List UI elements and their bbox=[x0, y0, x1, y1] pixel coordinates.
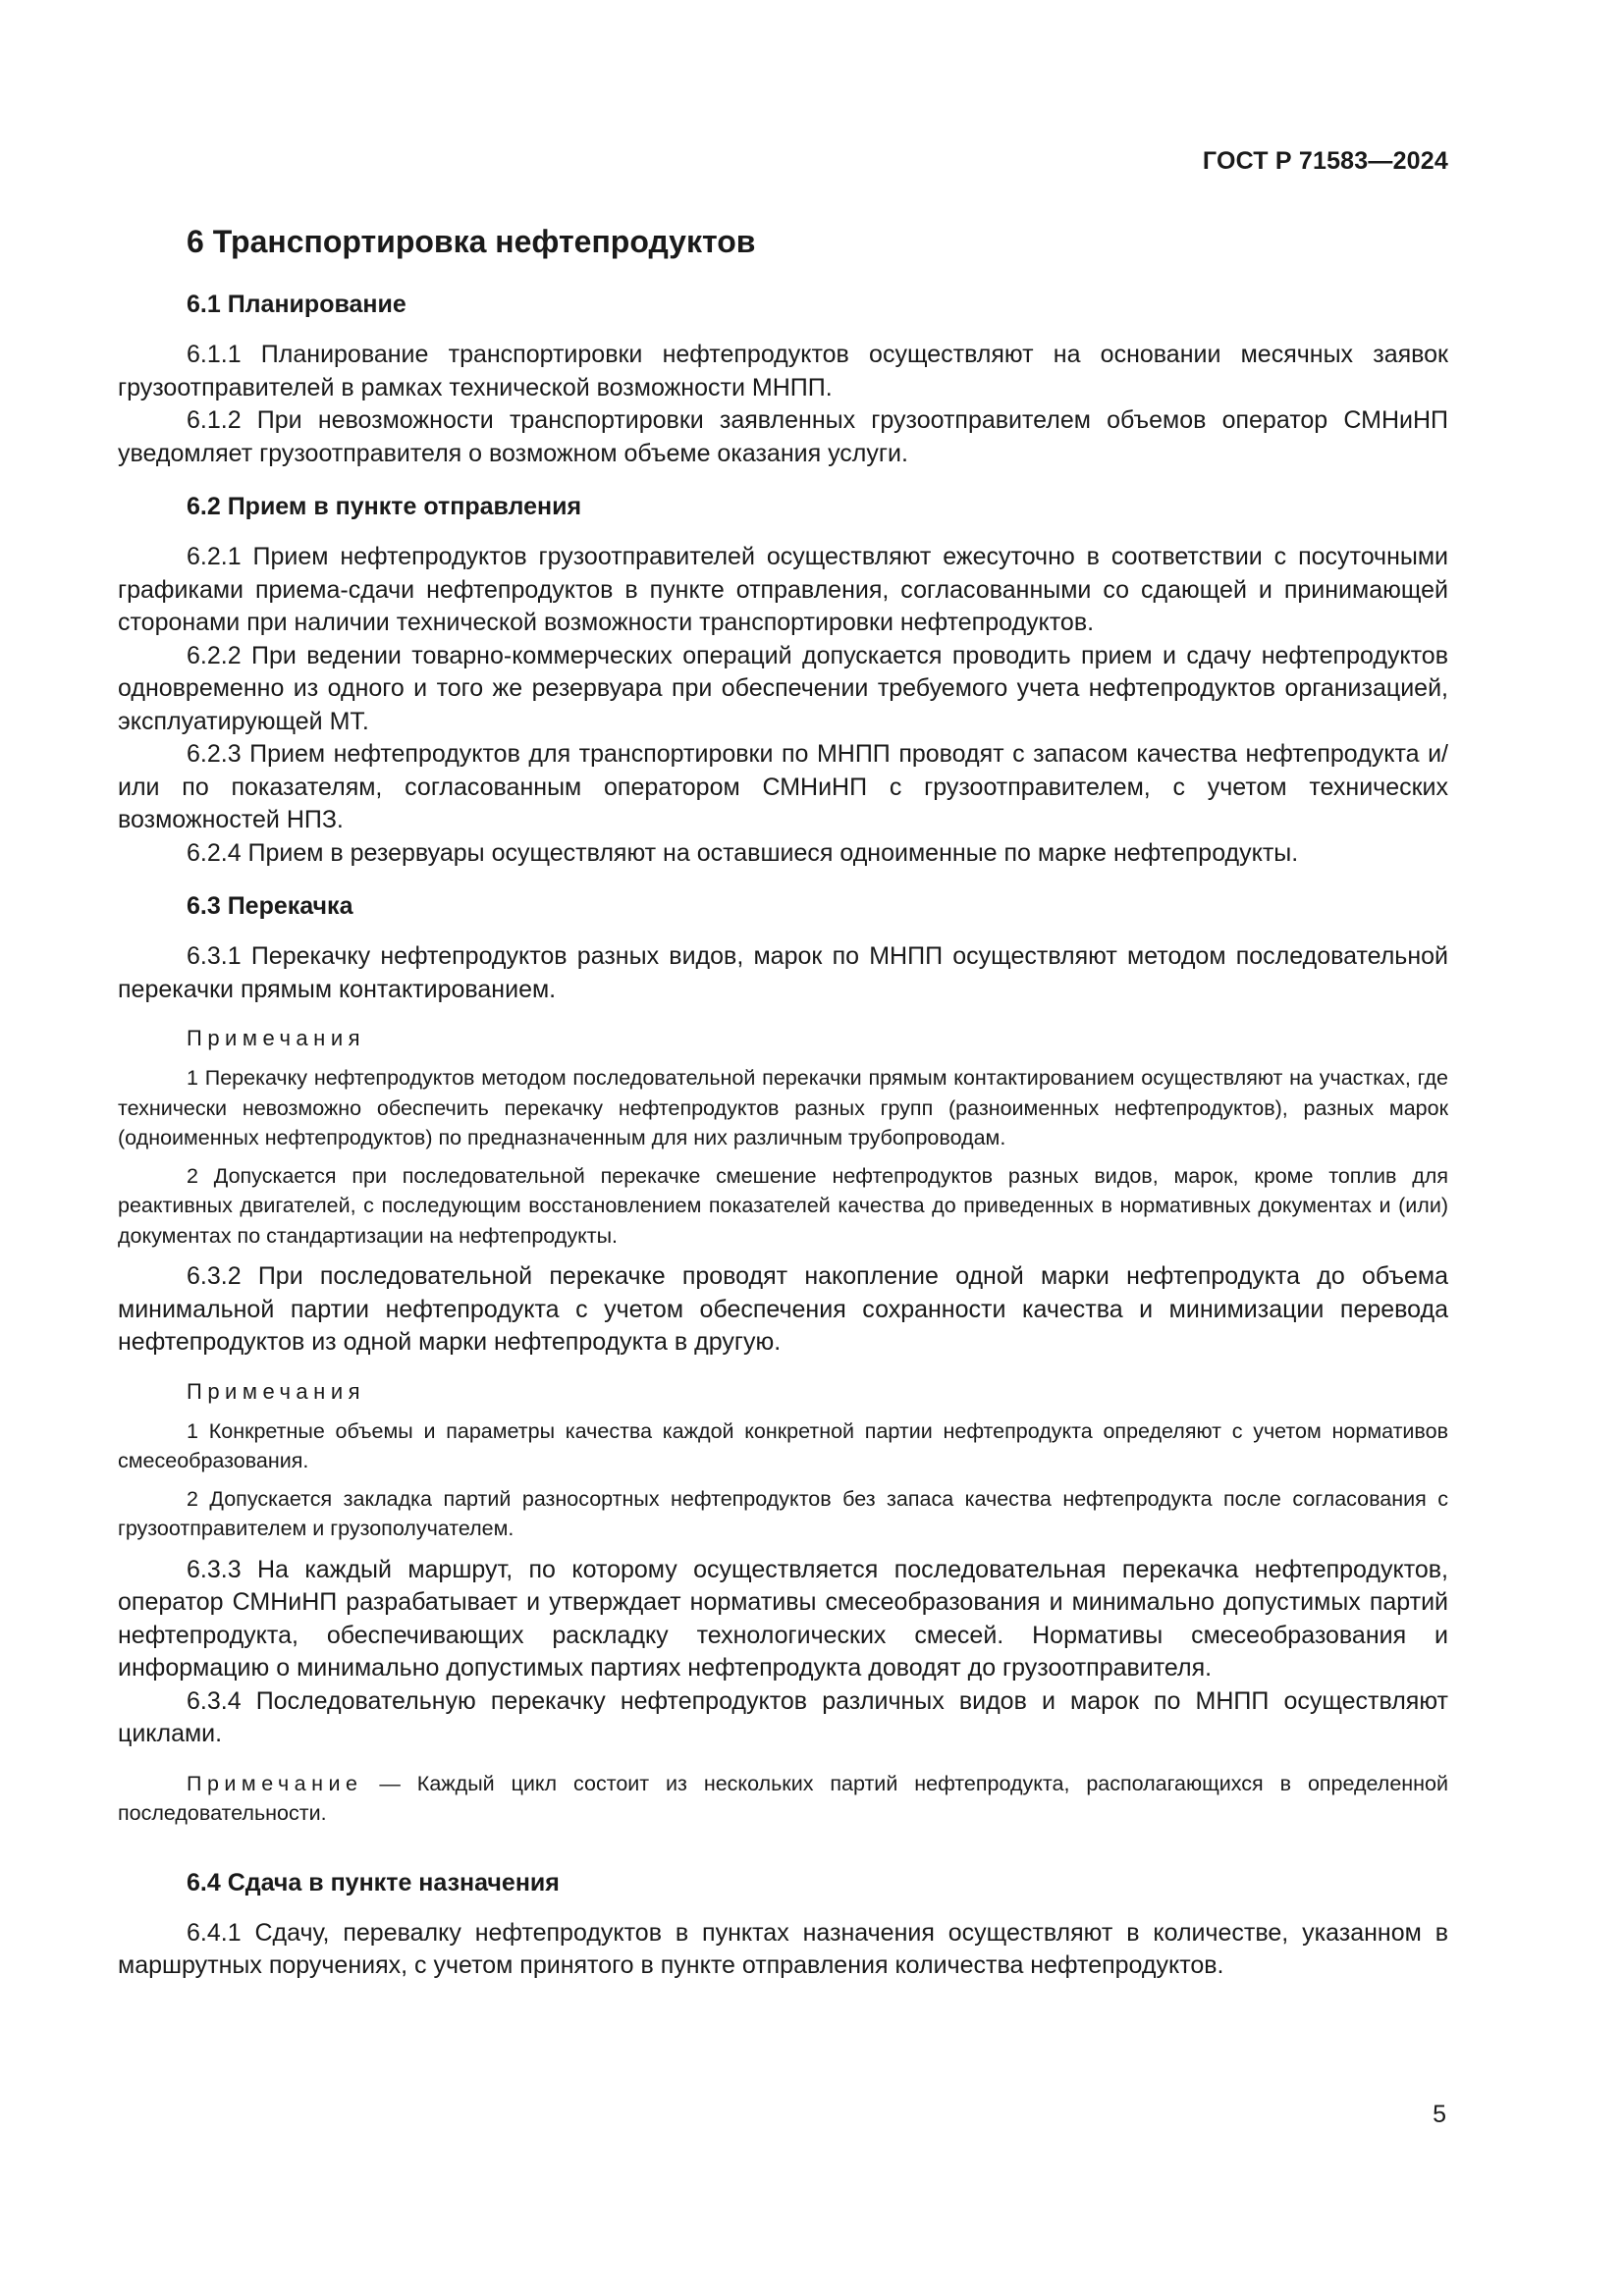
paragraph-6-3-3: 6.3.3 На каждый маршрут, по которому осуществляется последовательная перекачка нефтепродуктов, оператор СМНиНП разрабатывает и утверждает нормативы смесеобразования и минимально допустимых партий нефтепродукта, обеспечивающих раскладку технологических смесей. Нормативы смесеобразования и информацию о минимально допустимых партиях нефтепродукта доводят до грузоотправителя. bbox=[118, 1555, 1448, 1682]
page-content bbox=[118, 222, 1448, 1983]
single-note bbox=[118, 1769, 1448, 1829]
subsection-title-6-1: 6.1 Планирование bbox=[187, 291, 406, 318]
page-number: 5 bbox=[1433, 2101, 1446, 2128]
paragraph-6-2-2: 6.2.2 При ведении товарно-коммерческих операций допускается проводить прием и сдачу нефтепродуктов одновременно из одного и того же резервуара при обеспечении требуемого учета нефтепродуктов организацией, эксплуатирующей МТ. bbox=[118, 641, 1448, 735]
note-label: Примечание bbox=[187, 1771, 363, 1795]
paragraph-6-2-4: 6.2.4 Прием в резервуары осуществляют на оставшиеся одноименные по марке нефтепродукты. bbox=[187, 838, 1299, 867]
paragraph-6-2-3: 6.2.3 Прием нефтепродуктов для транспортировки по МНПП проводят с запасом качества нефтепродукта и/или по показателям, согласованным оператором СМНиНП с грузоотправителем, с учетом технических возможностей НПЗ. bbox=[118, 740, 1448, 833]
note-item: 2 Допускается при последовательной перекачке смешение нефтепродуктов разных видов, марок, кроме топлив для реактивных двигателей, с последующим восстановлением показателей качества до приведенных в нормативных документах и (или) документах по стандартизации на нефтепродукты. bbox=[118, 1163, 1448, 1248]
subsection-title-6-3: 6.3 Перекачка bbox=[187, 892, 353, 920]
notes-label: Примечания bbox=[187, 1378, 366, 1404]
paragraph-6-3-4: 6.3.4 Последовательную перекачку нефтепродуктов различных видов и марок по МНПП осуществляют циклами. bbox=[118, 1686, 1448, 1747]
paragraph-6-4-1: 6.4.1 Сдачу, перевалку нефтепродуктов в пунктах назначения осуществляют в количестве, указанном в маршрутных поручениях, с учетом принятого в пункте отправления количества нефтепродуктов. bbox=[118, 1918, 1448, 1979]
note-item: 1 Перекачку нефтепродуктов методом последовательной перекачки прямым контактированием осуществляют на участках, где технически невозможно обеспечить перекачку нефтепродуктов разных групп (разноименных нефтепродуктов), разных марок (одноименных нефтепродуктов) по предназначенным для них различным трубопроводам. bbox=[118, 1066, 1448, 1149]
note-item: 2 Допускается закладка партий разносортных нефтепродуктов без запаса качества нефтепродукта после согласования с грузоотправителем и грузополучателем. bbox=[118, 1486, 1448, 1540]
standard-code: ГОСТ Р 71583—2024 bbox=[1202, 147, 1448, 175]
paragraph-6-1-2: 6.1.2 При невозможности транспортировки заявленных грузоотправителем объемов оператор СМНиНП уведомляет грузоотправителя о возможном объеме оказания услуги. bbox=[118, 406, 1448, 467]
notes-label: Примечания bbox=[187, 1026, 366, 1050]
note-item: 1 Конкретные объемы и параметры качества каждой конкретной партии нефтепродукта определяют с учетом нормативов смесеобразования. bbox=[118, 1418, 1448, 1472]
paragraph-6-3-1: 6.3.1 Перекачку нефтепродуктов разных видов, марок по МНПП осуществляют методом последовательной перекачки прямым контактированием. bbox=[118, 942, 1448, 1003]
paragraph-6-1-1: 6.1.1 Планирование транспортировки нефтепродуктов осуществляют на основании месячных заявок грузоотправителей в рамках технической возможности МНПП. bbox=[118, 341, 1448, 401]
section-title: 6 Транспортировка нефтепродуктов bbox=[187, 224, 756, 259]
paragraph-6-3-2: 6.3.2 При последовательной перекачке проводят накопление одной марки нефтепродукта до объема минимальной партии нефтепродукта с учетом обеспечения сохранности качества и минимизации перевода нефтепродуктов из одной марки нефтепродукта в другую. bbox=[118, 1262, 1448, 1356]
note-text: — Каждый цикл состоит из нескольких партий нефтепродукта, располагающихся в определенной последовательности. bbox=[118, 1771, 1448, 1825]
paragraph-6-2-1: 6.2.1 Прием нефтепродуктов грузоотправителей осуществляют ежесуточно в соответствии с посуточными графиками приема-сдачи нефтепродуктов в пункте отправления, согласованными со сдающей и принимающей сторонами при наличии технической возможности транспортировки нефтепродуктов. bbox=[118, 543, 1448, 636]
subsection-title-6-4: 6.4 Сдача в пункте назначения bbox=[187, 1868, 560, 1896]
subsection-title-6-2: 6.2 Прием в пункте отправления bbox=[187, 493, 582, 520]
